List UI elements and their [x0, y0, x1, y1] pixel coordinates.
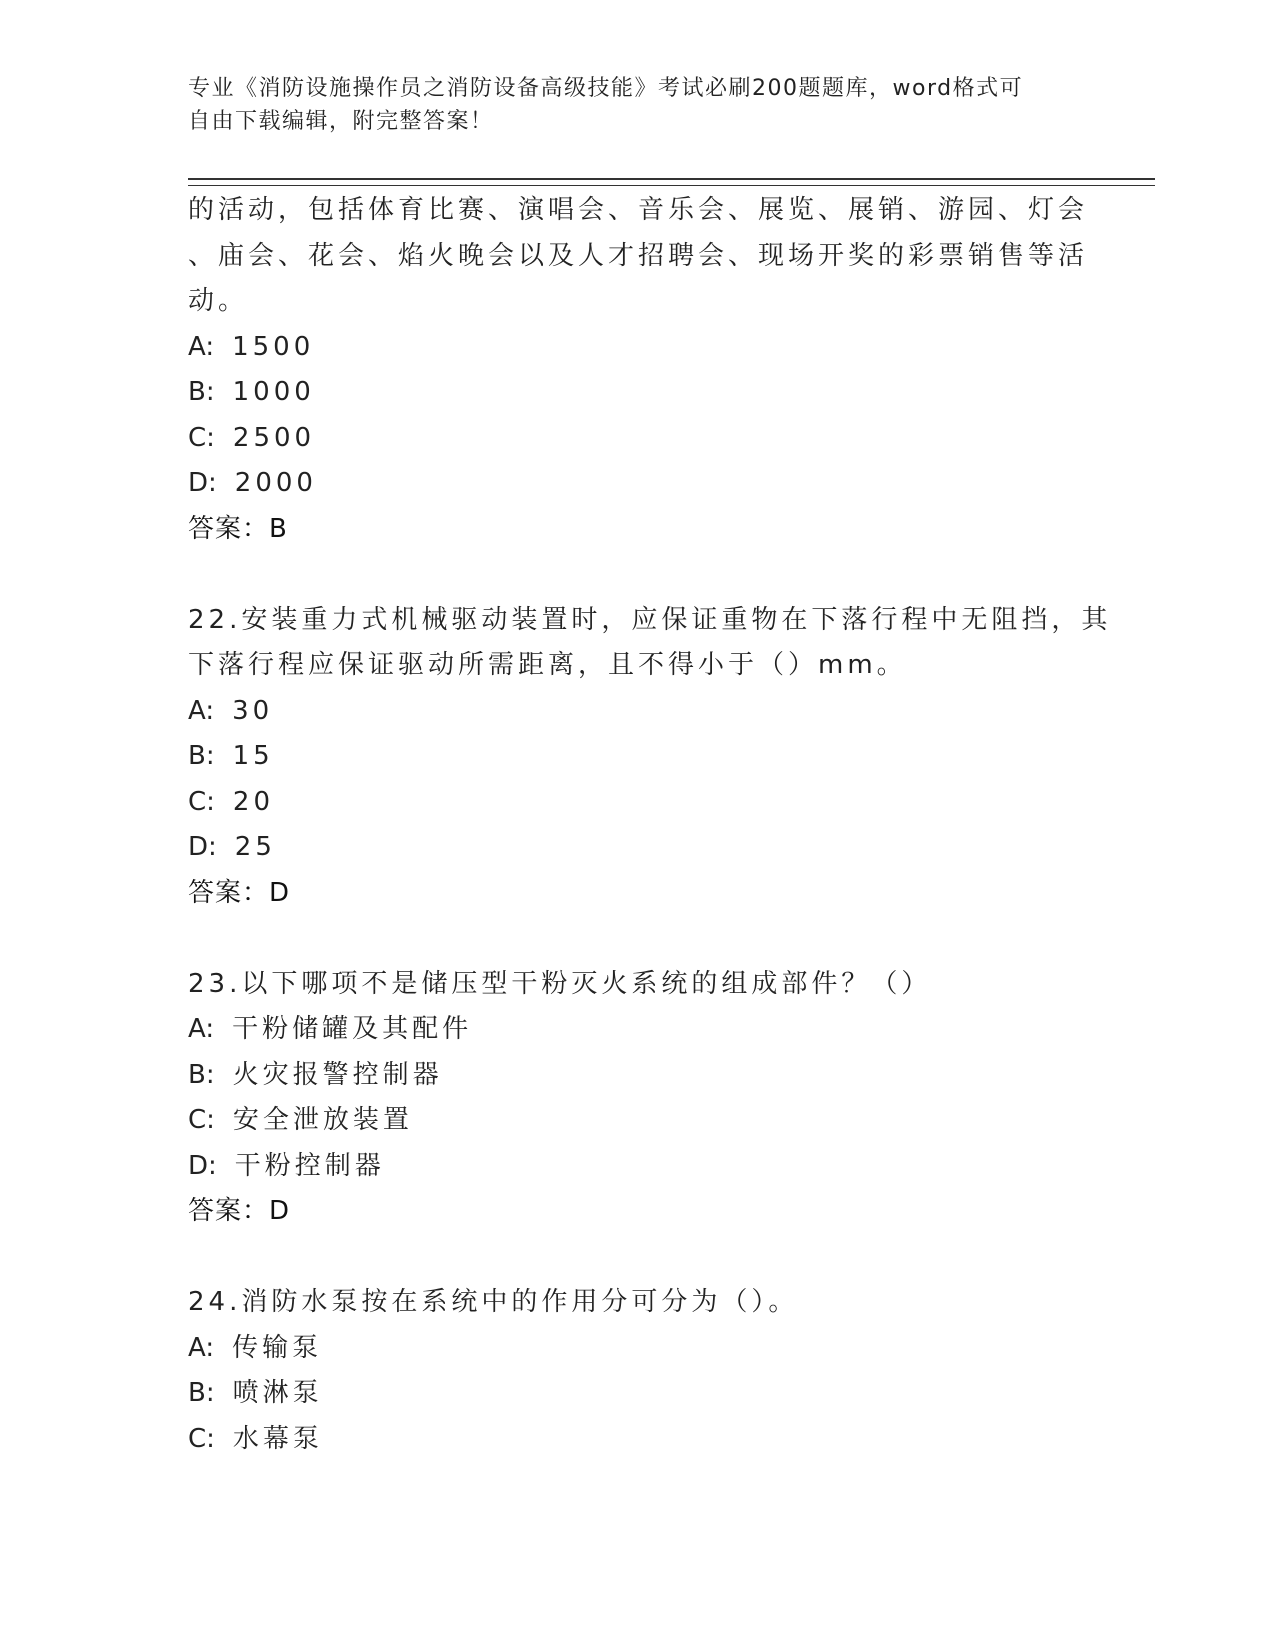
option-d: D: 干粉控制器: [188, 1150, 385, 1181]
option-d: D: 2000: [188, 468, 317, 498]
header-divider: [188, 178, 1155, 186]
spacer: [188, 1235, 1088, 1281]
question-21: [188, 188, 1088, 552]
spacer: [188, 916, 1088, 962]
option-c: C: 2500: [188, 422, 316, 453]
question-text-line: 24.消防水泵按在系统中的作用分可分为（）。: [188, 1287, 799, 1317]
question-23: [188, 962, 1088, 1235]
spacer: [188, 552, 1088, 598]
option-d: D: 25: [188, 832, 276, 862]
option-b: B: 1000: [188, 377, 315, 407]
question-text-line: 动。: [188, 286, 249, 316]
answer-line: 答案：B: [188, 513, 288, 544]
question-text-line: 22.安装重力式机械驱动装置时，应保证重物在下落行程中无阻挡，其: [188, 604, 1112, 635]
header-line-2: 自由下载编辑，附完整答案！: [188, 109, 494, 134]
question-text-line: 、庙会、花会、焰火晚会以及人才招聘会、现场开奖的彩票销售等活: [188, 240, 1089, 271]
option-a: A: 30: [188, 695, 274, 726]
option-c: C: 水幕泵: [188, 1423, 323, 1454]
option-b: B: 15: [188, 741, 274, 771]
document-header: [188, 72, 1068, 138]
question-text-line: 23.以下哪项不是储压型干粉灭火系统的组成部件？（）: [188, 968, 932, 999]
option-b: B: 火灾报警控制器: [188, 1059, 443, 1090]
question-24: [188, 1280, 1088, 1462]
option-a: A: 传输泵: [188, 1332, 323, 1363]
answer-line: 答案：D: [188, 1196, 291, 1226]
question-list: [188, 188, 1112, 1462]
question-text-line: 下落行程应保证驱动所需距离，且不得小于（）mm。: [188, 650, 907, 680]
option-c: C: 安全泄放装置: [188, 1105, 413, 1135]
option-b: B: 喷淋泵: [188, 1378, 323, 1408]
question-text-line: 的活动，包括体育比赛、演唱会、音乐会、展览、展销、游园、灯会: [188, 195, 1089, 225]
answer-line: 答案：D: [188, 877, 291, 908]
header-line-1: 专业《消防设施操作员之消防设备高级技能》考试必刷200题题库，word格式可: [188, 76, 1024, 101]
question-22: [188, 598, 1112, 917]
option-a: A: 干粉储罐及其配件: [188, 1014, 473, 1044]
option-c: C: 20: [188, 786, 275, 817]
option-a: A: 1500: [188, 331, 315, 362]
